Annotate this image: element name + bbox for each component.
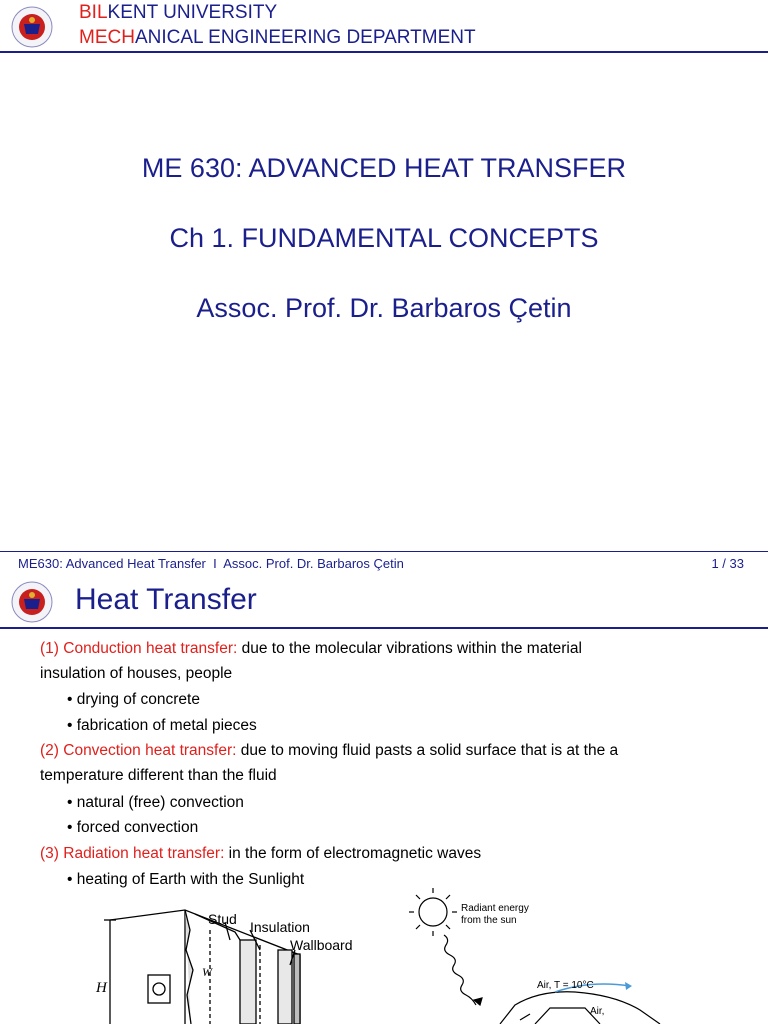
list-item: • drying of concrete <box>67 691 200 708</box>
stud-label: Stud <box>208 911 237 927</box>
outside-air-label: Air, T = 10°C <box>537 980 594 991</box>
radiation-wave <box>444 935 476 1005</box>
author-name: Assoc. Prof. Dr. Barbaros Çetin <box>196 293 572 323</box>
radiant-energy-label-2: from the sun <box>461 915 517 926</box>
department-name: MECHANICAL ENGINEERING DEPARTMENT <box>79 27 476 48</box>
slide-heading: Heat Transfer <box>75 583 257 616</box>
sun-car-drawing <box>400 880 700 1024</box>
width-label: W <box>202 965 212 979</box>
page-number: 1 / 33 <box>711 556 744 571</box>
radiation-figure <box>400 880 700 1024</box>
chapter-title: Ch 1. FUNDAMENTAL CONCEPTS <box>169 223 599 253</box>
university-logo <box>11 6 53 48</box>
height-label: H <box>96 980 107 996</box>
list-item: • forced convection <box>67 819 199 836</box>
university-logo <box>11 581 53 623</box>
university-name: BILKENT UNIVERSITY <box>79 2 278 23</box>
wall-section-figure <box>90 900 380 1024</box>
convection-line: (2) Convection heat transfer: due to moving fluid pasts a solid surface that is at the a <box>40 742 619 759</box>
wallboard-label: Wallboard <box>290 937 353 953</box>
list-item: • fabrication of metal pieces <box>67 717 257 734</box>
convection-continued: temperature different than the fluid <box>40 767 277 784</box>
inside-air-label: Air, <box>590 1006 605 1017</box>
course-title: ME 630: ADVANCED HEAT TRANSFER <box>141 153 627 183</box>
radiation-line: (3) Radiation heat transfer: in the form of electromagnetic waves <box>40 845 482 862</box>
footer-course: ME630: Advanced Heat Transfer I Assoc. Prof. Dr. Barbaros Çetin <box>18 556 404 571</box>
radiant-energy-label: Radiant energy <box>461 903 529 914</box>
list-item: • natural (free) convection <box>67 794 244 811</box>
insulation-label: Insulation <box>250 919 310 935</box>
list-item: • heating of Earth with the Sunlight <box>67 871 305 888</box>
wall-drawing <box>90 900 380 1024</box>
conduction-line: (1) Conduction heat transfer: due to the molecular vibrations within the material <box>40 640 582 657</box>
header-rule <box>0 51 768 53</box>
sun-icon <box>419 898 447 926</box>
footer-rule <box>0 551 768 552</box>
conduction-example: insulation of houses, people <box>40 665 233 682</box>
heading-rule <box>0 627 768 629</box>
